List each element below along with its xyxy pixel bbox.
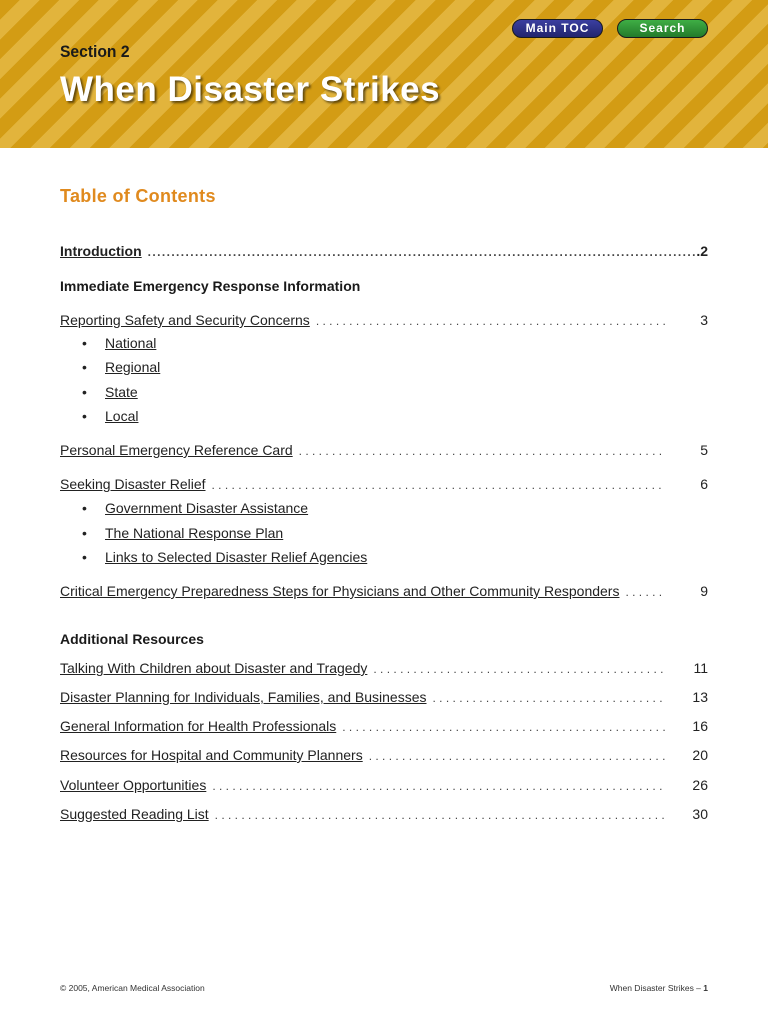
toc-link-introduction[interactable]: Introduction	[60, 243, 142, 259]
toc-link-local[interactable]: Local	[105, 408, 139, 424]
bullet-icon: •	[82, 500, 87, 516]
toc-entry	[60, 658, 708, 678]
bullet-icon: •	[82, 335, 87, 351]
page-number: 13	[692, 689, 708, 705]
page-number: 3	[700, 312, 708, 328]
bullet-icon: •	[82, 408, 87, 424]
page-title: When Disaster Strikes	[60, 70, 441, 109]
dot-leader	[369, 746, 666, 766]
list-item	[82, 523, 283, 543]
toc-link-volunteer[interactable]: Volunteer Opportunities	[60, 777, 207, 793]
bullet-icon: •	[82, 359, 87, 375]
list-item	[82, 333, 156, 353]
toc-entry-reporting	[60, 310, 708, 330]
toc-link-government-assistance[interactable]: Government Disaster Assistance	[105, 500, 309, 516]
dot-leader	[148, 242, 697, 262]
page-number: 5	[700, 442, 708, 458]
page-number: 16	[692, 718, 708, 734]
page-number: 26	[692, 777, 708, 793]
page-number: 9	[700, 583, 708, 599]
dot-leader	[212, 776, 666, 796]
page-number: .2	[696, 243, 708, 259]
dot-leader	[299, 441, 666, 461]
subheading-immediate: Immediate Emergency Response Information	[60, 278, 361, 294]
toc-link-regional[interactable]: Regional	[105, 359, 161, 375]
list-item	[82, 382, 138, 402]
toc-link-relief-agencies[interactable]: Links to Selected Disaster Relief Agencies	[105, 549, 368, 565]
toc-link-disaster-planning[interactable]: Disaster Planning for Individuals, Families, and Businesses	[60, 689, 427, 705]
toc-link-health-professionals[interactable]: General Information for Health Professionals	[60, 718, 337, 734]
footer-title-text: When Disaster Strikes –	[609, 983, 704, 993]
page-number: 11	[693, 660, 708, 676]
dot-leader	[342, 717, 666, 737]
page-number: 20	[692, 747, 708, 763]
toc-link-national[interactable]: National	[105, 335, 157, 351]
main-toc-button[interactable]: Main TOC	[512, 19, 603, 38]
toc-entry	[60, 745, 708, 765]
list-item	[82, 357, 160, 377]
toc-entry	[60, 716, 708, 736]
footer-copyright: © 2005, American Medical Association	[60, 983, 205, 993]
list-item	[82, 498, 308, 518]
toc-link-critical[interactable]: Critical Emergency Preparedness Steps for Physicians and Other Community Responders	[60, 583, 620, 599]
toc-link-reading-list[interactable]: Suggested Reading List	[60, 806, 209, 822]
page-number: 6	[700, 476, 708, 492]
toc-link-reference-card[interactable]: Personal Emergency Reference Card	[60, 442, 293, 458]
toc-link-hospital-planners[interactable]: Resources for Hospital and Community Planners	[60, 747, 363, 763]
dot-leader	[215, 805, 666, 825]
page-number: 30	[692, 806, 708, 822]
section-label: Section 2	[60, 42, 130, 61]
toc-entry-reference-card	[60, 440, 708, 460]
toc-link-national-response-plan[interactable]: The National Response Plan	[105, 525, 284, 541]
toc-link-talking-with-children[interactable]: Talking With Children about Disaster and Tragedy	[60, 660, 368, 676]
toc-entry	[60, 804, 708, 824]
toc-entry	[60, 687, 708, 707]
bullet-icon: •	[82, 384, 87, 400]
bullet-icon: •	[82, 549, 87, 565]
list-item	[82, 406, 138, 426]
toc-entry-critical	[60, 581, 708, 601]
subheading-additional: Additional Resources	[60, 631, 204, 647]
dot-leader	[316, 311, 666, 331]
dot-leader	[373, 659, 666, 679]
list-item	[82, 547, 367, 567]
search-button[interactable]: Search	[617, 19, 708, 38]
toc-entry	[60, 775, 708, 795]
toc-link-reporting[interactable]: Reporting Safety and Security Concerns	[60, 312, 310, 328]
bullet-icon: •	[82, 525, 87, 541]
toc-heading: Table of Contents	[60, 186, 216, 206]
dot-leader	[212, 475, 666, 495]
footer-page-number: 1	[703, 983, 708, 993]
dot-leader	[625, 582, 666, 602]
toc-entry-relief	[60, 474, 708, 494]
footer-running-title	[610, 983, 708, 993]
toc-link-state[interactable]: State	[105, 384, 138, 400]
toc-entry-introduction	[60, 241, 708, 261]
dot-leader	[433, 688, 666, 708]
toc-link-relief[interactable]: Seeking Disaster Relief	[60, 476, 206, 492]
